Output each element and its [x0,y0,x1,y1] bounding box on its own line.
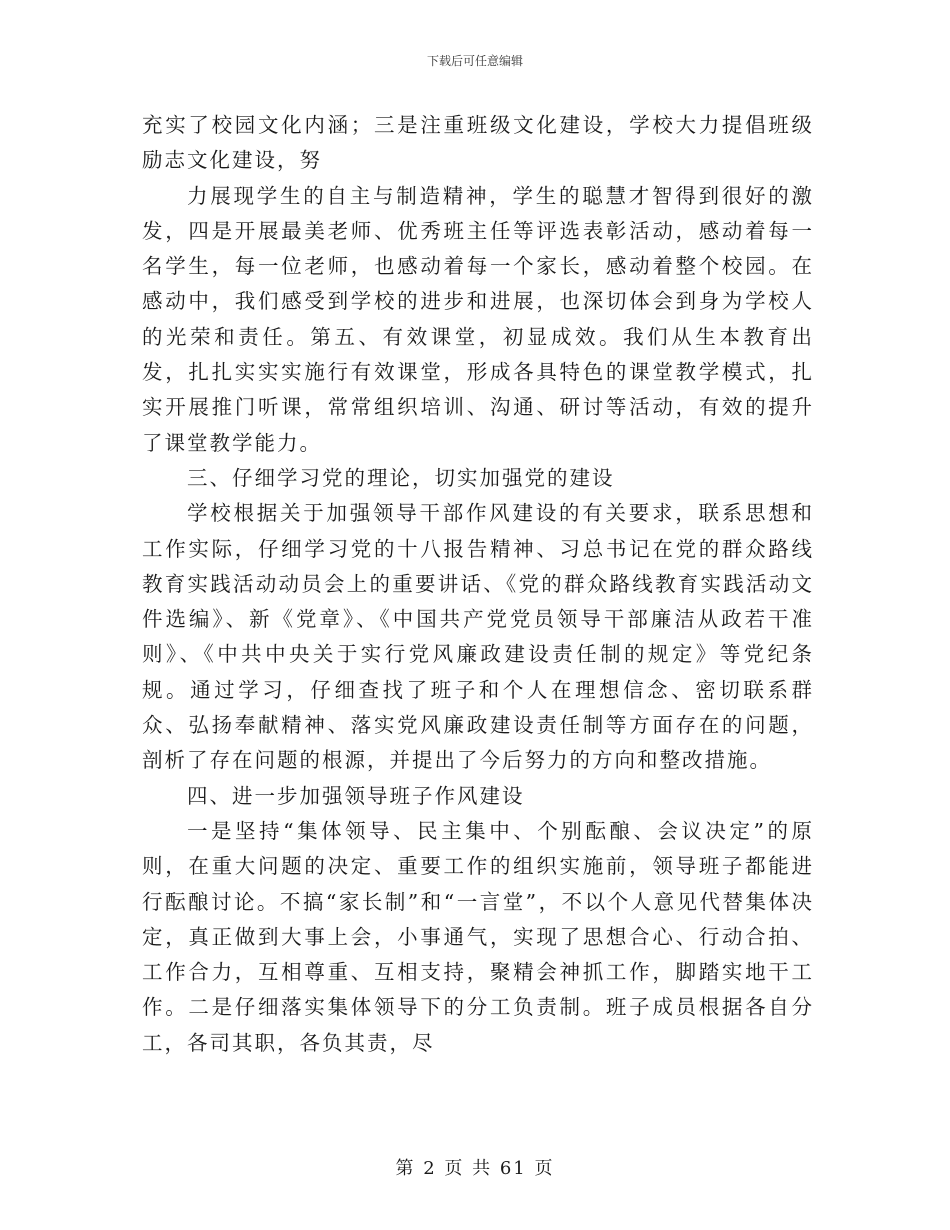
paragraph-leadership-style: 一是坚持“集体领导、民主集中、个别酝酿、会议决定”的原则，在重大问题的决定、重要工作的组织实施前，领导班子都能进行酝酿讨论。不搞“家长制”和“一言堂”，不以个人意见代替集体决定，真正做到大事上会，小事通气，实现了思想合心、行动合拍、工作合力，互相尊重、互相支持，聚精会神抓工作，脚踏实地干工作。二是仔细落实集体领导下的分工负责制。班子成员根据各自分工，各司其职，各负其责，尽 [142,818,814,1055]
paragraph-campus-culture: 力展现学生的自主与制造精神，学生的聪慧才智得到很好的激发，四是开展最美老师、优秀班主任等评选表彰活动，感动着每一名学生，每一位老师，也感动着每一个家长，感动着整个校园。在感动中，我们感受到学校的进步和进展，也深切体会到身为学校人的光荣和责任。第五、有效课堂，初显成效。我们从生本教育出发，扎扎实实实施行有效课堂，形成各具特色的课堂教学模式，扎实开展推门听课，常常组织培训、沟通、研讨等活动，有效的提升了课堂教学能力。 [142,183,814,455]
paragraph-party-study: 学校根据关于加强领导干部作风建设的有关要求，联系思想和工作实际，仔细学习党的十八报告精神、习总书记在党的群众路线教育实践活动动员会上的重要讲话、《党的群众路线教育实践活动文件选编》、新《党章》、《中国共产党党员领导干部廉洁从政若干准则》、《中共中央关于实行党风廉政建设责任制的规定》等党纪条规。通过学习，仔细查找了班子和个人在理想信念、密切联系群众、弘扬奉献精神、落实党风廉政建设责任制等方面存在的问题，剖析了存在问题的根源，并提出了今后努力的方向和整改措施。 [142,501,814,773]
page-header: 下载后可任意编辑 [426,54,523,68]
paragraph-continued: 充实了校园文化内涵；三是注重班级文化建设，学校大力提倡班级励志文化建设，努 [142,113,814,173]
section-heading-4: 四、进一步加强领导班子作风建设 [187,783,525,808]
section-heading-3: 三、仔细学习党的理论，切实加强党的建设 [187,465,615,490]
document-body [142,108,814,1061]
page-number: 第 2 页 共 61 页 [395,1158,555,1179]
